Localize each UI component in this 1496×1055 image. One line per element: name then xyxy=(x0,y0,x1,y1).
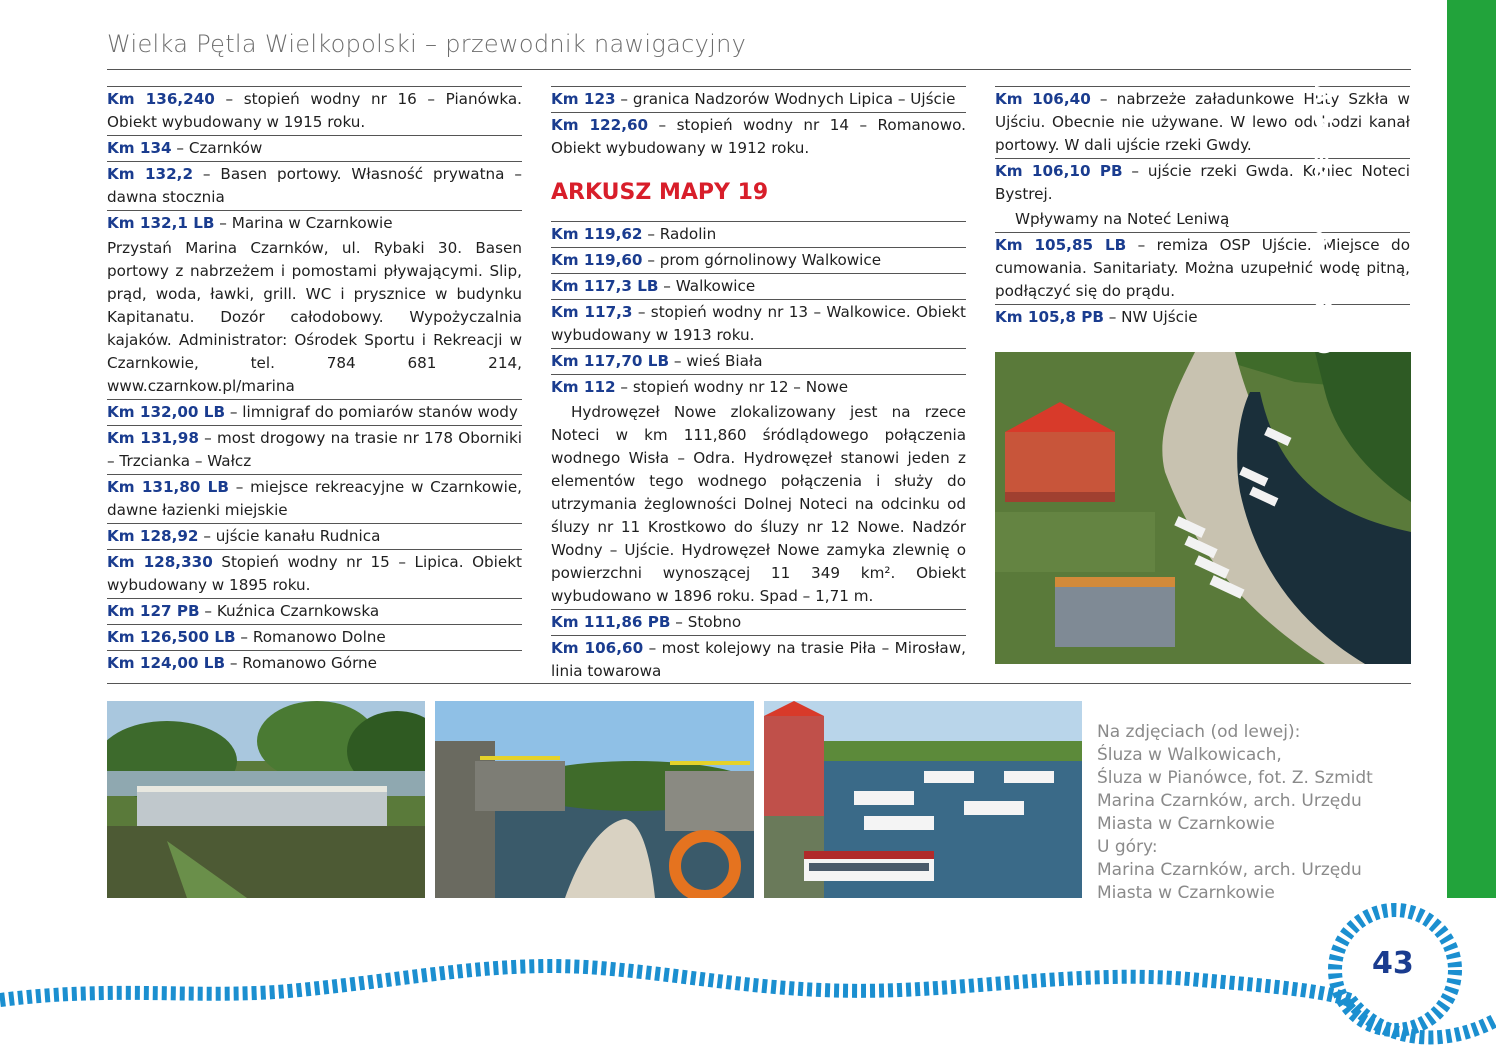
km-marker: Km 119,62 xyxy=(551,225,643,243)
photo-caption xyxy=(1097,721,1417,905)
km-entry xyxy=(551,221,966,247)
km-description: – stopień wodny nr 12 – Nowe xyxy=(615,378,849,396)
km-marker: Km 117,3 xyxy=(551,303,633,321)
km-marker: Km 117,70 LB xyxy=(551,352,670,370)
km-entry xyxy=(995,232,1410,304)
km-entry xyxy=(551,609,966,635)
column-1 xyxy=(107,86,522,676)
km-description: – granica Nadzorów Wodnych Lipica – Ujście xyxy=(615,90,956,108)
body-paragraph: Hydrowęzeł Nowe zlokalizowany jest na rzece Noteci w km 111,860 śródlądowego połączenia wodnego Wisła – Odra. Hydrowęzeł stanowi jeden z elementów tego wodnego połączenia i służy do utrzymania żeglowności Dolnej Noteci na odcinku od śluzy nr 11 Krostkowo do śluzy nr 12 Nowe. Nadzór Wodny – Ujście. Hydrowęzeł Nowe zamyka zlewnię o powierzchni wynoszącej 11 349 km². Obiekt wybudowano w 1896 roku. Spad – 1,71 m. xyxy=(551,403,966,605)
km-entry xyxy=(551,273,966,299)
pianowka-lock-photo xyxy=(435,701,754,898)
caption-line: Marina Czarnków, arch. Urzędu xyxy=(1097,860,1362,880)
km-marker: Km 122,60 xyxy=(551,116,649,134)
km-marker: Km 132,00 LB xyxy=(107,403,226,421)
km-description: – wieś Biała xyxy=(669,352,763,370)
km-entry xyxy=(107,549,522,598)
km-description: – most kolejowy na trasie Piła – Mirosław, linia towarowa xyxy=(551,639,966,680)
km-description: – Czarnków xyxy=(171,139,263,157)
km-entry xyxy=(551,247,966,273)
km-marker: Km 134 xyxy=(107,139,172,157)
running-header: Wielka Pętla Wielkopolski – przewodnik nawigacyjny xyxy=(107,30,747,58)
km-description: – Kuźnica Czarnkowska xyxy=(199,602,380,620)
km-description: – NW Ujście xyxy=(1103,308,1198,326)
km-entry xyxy=(107,135,522,161)
km-marker: Km 131,98 xyxy=(107,429,199,447)
km-description: – limnigraf do pomiarów stanów wody xyxy=(225,403,518,421)
km-entry xyxy=(551,112,966,161)
km-description: – ujście kanału Rudnica xyxy=(198,527,381,545)
km-marker: Km 126,500 LB xyxy=(107,628,236,646)
km-description: – stopień wodny nr 16 – Pianówka. Obiekt wybudowany w 1915 roku. xyxy=(107,90,522,131)
km-description: – Marina w Czarnkowie xyxy=(214,214,393,232)
page-number: 43 xyxy=(1372,946,1414,981)
km-entry xyxy=(107,399,522,425)
km-marker: Km 105,8 PB xyxy=(995,308,1104,326)
caption-line: Na zdjęciach (od lewej): xyxy=(1097,722,1301,742)
km-description: – prom górnolinowy Walkowice xyxy=(642,251,882,269)
walkowice-lock-photo xyxy=(107,701,425,898)
km-marker: Km 128,330 xyxy=(107,553,213,571)
km-description: – Radolin xyxy=(642,225,717,243)
km-description: – remiza OSP Ujście. Miejsce do cumowania. Sanitariaty. Można uzupełnić wodę pitną, podłączyć się do prądu. xyxy=(995,236,1410,300)
caption-line: Marina Czarnków, arch. Urzędu xyxy=(1097,791,1362,811)
km-entry xyxy=(107,598,522,624)
km-entry xyxy=(995,158,1410,207)
body-paragraph: Przystań Marina Czarnków, ul. Rybaki 30. Basen portowy z nabrzeżem i pomostami pływającymi. Slip, prąd, woda, ławki, grill. WC i prysznice w budynku Kapitanatu. Dozór całodobowy. Wypożyczalnia kajaków. Administrator: Ośrodek Sportu i Rekreacji w Czarnkowie, tel. 784 681 214, www.czarnkow.pl/marina xyxy=(107,239,522,395)
km-description: – miejsce rekreacyjne w Czarnkowie, dawne łazienki miejskie xyxy=(107,478,522,519)
km-entry xyxy=(551,348,966,374)
caption-line: Śluza w Pianówce, fot. Z. Szmidt xyxy=(1097,768,1373,788)
km-description: – Romanowo Dolne xyxy=(235,628,386,646)
km-entry xyxy=(551,299,966,348)
rope-decoration xyxy=(0,890,1496,1055)
column-2-bottom xyxy=(551,221,966,684)
km-description: – Romanowo Górne xyxy=(225,654,378,672)
km-marker: Km 132,1 LB xyxy=(107,214,215,232)
km-marker: Km 123 xyxy=(551,90,616,108)
km-marker: Km 106,60 xyxy=(551,639,644,657)
km-marker: Km 124,00 LB xyxy=(107,654,226,672)
km-marker: Km 111,86 PB xyxy=(551,613,671,631)
caption-line: Miasta w Czarnkowie xyxy=(1097,883,1275,903)
km-description: – Basen portowy. Własność prywatna – dawna stocznia xyxy=(107,165,523,206)
km-marker: Km 128,92 xyxy=(107,527,199,545)
km-marker: Km 117,3 LB xyxy=(551,277,659,295)
caption-line: Śluza w Walkowicach, xyxy=(1097,745,1282,765)
side-tab-label: Arkusze map 18–19 xyxy=(1308,85,1337,356)
km-entry xyxy=(107,523,522,549)
km-entry xyxy=(107,650,522,676)
km-marker: Km 127 PB xyxy=(107,602,200,620)
km-marker: Km 112 xyxy=(551,378,616,396)
km-marker: Km 105,85 LB xyxy=(995,236,1127,254)
km-entry xyxy=(107,161,522,210)
km-description: – nabrzeże załadunkowe Huty Szkła w Ujściu. Obecnie nie używane. W lewo odchodzi kanał portowy. W dali ujście rzeki Gwdy. xyxy=(995,90,1410,154)
km-description: Stopień wodny nr 15 – Lipica. Obiekt wybudowany w 1895 roku. xyxy=(107,553,522,594)
column-3 xyxy=(995,86,1410,330)
km-description: – stopień wodny nr 13 – Walkowice. Obiekt wybudowany w 1913 roku. xyxy=(551,303,966,344)
czarnkow-marina-photo xyxy=(764,701,1082,898)
km-description: – Walkowice xyxy=(658,277,756,295)
km-marker: Km 106,10 PB xyxy=(995,162,1123,180)
header-rule xyxy=(107,69,1411,70)
km-entry xyxy=(551,86,966,112)
km-description: – most drogowy na trasie nr 178 Oborniki – Trzcianka – Wałcz xyxy=(107,429,522,470)
km-description: – ujście rzeki Gwda. Koniec Noteci Bystrej. xyxy=(995,162,1410,203)
section-title: ARKUSZ MAPY 19 xyxy=(551,180,769,205)
km-entry xyxy=(551,374,966,400)
km-marker: Km 119,60 xyxy=(551,251,643,269)
km-description: – Stobno xyxy=(670,613,742,631)
km-entry xyxy=(995,304,1410,330)
marina-aerial-photo xyxy=(995,352,1411,664)
caption-line: U góry: xyxy=(1097,837,1158,857)
bottom-rule xyxy=(107,683,1411,684)
km-marker: Km 106,40 xyxy=(995,90,1091,108)
side-tab xyxy=(1447,0,1496,898)
km-entry xyxy=(107,474,522,523)
km-description: – stopień wodny nr 14 – Romanowo. Obiekt wybudowany w 1912 roku. xyxy=(551,116,966,157)
km-entry xyxy=(995,86,1410,158)
km-entry xyxy=(107,624,522,650)
km-marker: Km 132,2 xyxy=(107,165,194,183)
km-entry xyxy=(107,210,522,236)
km-entry xyxy=(107,86,522,135)
body-paragraph: Wpływamy na Noteć Leniwą xyxy=(1015,210,1230,228)
km-entry xyxy=(551,635,966,684)
km-entry xyxy=(107,425,522,474)
km-marker: Km 131,80 LB xyxy=(107,478,229,496)
column-2 xyxy=(551,86,966,684)
column-2-top xyxy=(551,86,966,161)
caption-line: Miasta w Czarnkowie xyxy=(1097,814,1275,834)
km-marker: Km 136,240 xyxy=(107,90,215,108)
